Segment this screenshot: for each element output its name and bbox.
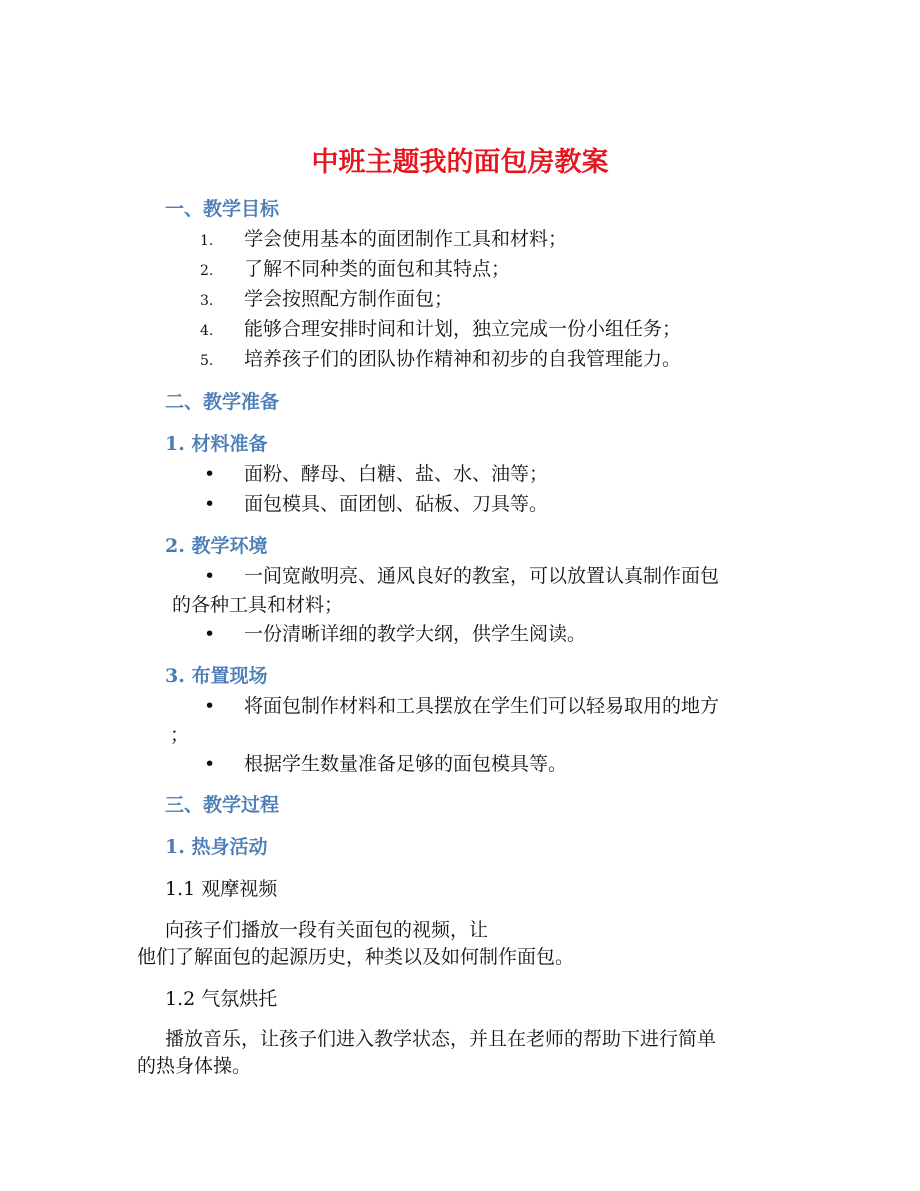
list-item <box>200 286 453 314</box>
bullet-item <box>200 621 586 647</box>
subsection-heading-setup: 3. 布置现场 <box>165 665 268 687</box>
bullet-icon: • <box>204 695 216 717</box>
list-item <box>200 226 567 254</box>
bullet-text: 一份清晰详细的教学大纲，供学生阅读。 <box>244 623 587 645</box>
bullet-text: 面包模具、面团刨、砧板、刀具等。 <box>244 493 549 515</box>
list-item <box>200 316 681 344</box>
bullet-text: 面粉、酵母、白糖、盐、水、油等； <box>244 463 549 485</box>
bullet-text-continuation: 的各种工具和材料； <box>172 594 344 616</box>
bullet-text: 将面包制作材料和工具摆放在学生们可以轻易取用的地方 <box>244 695 720 717</box>
list-text: 学会按照配方制作面包； <box>244 288 454 310</box>
subsection-heading-warmup: 1. 热身活动 <box>165 836 268 858</box>
sub-subsection-heading: 1.2 气氛烘托 <box>165 988 278 1010</box>
bullet-text-continuation: ； <box>170 724 190 746</box>
subsection-heading-materials: 1. 材料准备 <box>165 433 268 455</box>
list-number: 3. <box>200 293 214 309</box>
list-text: 培养孩子们的团队协作精神和初步的自我管理能力。 <box>244 348 682 370</box>
section-heading-objectives: 一、教学目标 <box>165 198 280 220</box>
bullet-text: 一间宽敞明亮、通风良好的教室，可以放置认真制作面包 <box>244 565 720 587</box>
bullet-text: 根据学生数量准备足够的面包模具等。 <box>244 753 568 775</box>
bullet-icon: • <box>204 463 216 485</box>
list-number: 2. <box>200 263 214 279</box>
list-number: 1. <box>200 233 214 249</box>
subsection-heading-environment: 2. 教学环境 <box>165 535 268 557</box>
section-heading-process: 三、教学过程 <box>165 794 280 816</box>
list-item <box>200 346 681 374</box>
paragraph-line: 播放音乐，让孩子们进入教学状态，并且在老师的帮助下进行简单 <box>165 1028 717 1050</box>
paragraph-line: 他们了解面包的起源历史，种类以及如何制作面包。 <box>137 946 575 968</box>
list-number: 4. <box>200 323 214 339</box>
section-heading-preparation: 二、教学准备 <box>165 391 280 413</box>
paragraph-line: 的热身体操。 <box>137 1055 252 1077</box>
list-number: 5. <box>200 353 214 369</box>
bullet-icon: • <box>204 623 216 645</box>
list-text: 学会使用基本的面团制作工具和材料； <box>244 228 568 250</box>
bullet-item <box>200 751 567 777</box>
list-text: 了解不同种类的面包和其特点； <box>244 258 511 280</box>
sub-subsection-heading: 1.1 观摩视频 <box>165 878 278 900</box>
bullet-icon: • <box>204 565 216 587</box>
bullet-item <box>200 491 548 517</box>
bullet-icon: • <box>204 753 216 775</box>
bullet-icon: • <box>204 493 216 515</box>
list-item <box>200 256 510 284</box>
document-title: 中班主题我的面包房教案 <box>311 147 609 178</box>
paragraph-line: 向孩子们播放一段有关面包的视频，让 <box>165 919 489 941</box>
bullet-item <box>200 461 548 487</box>
list-text: 能够合理安排时间和计划，独立完成一份小组任务； <box>244 318 682 340</box>
bullet-item <box>200 693 719 719</box>
bullet-item <box>200 563 719 589</box>
